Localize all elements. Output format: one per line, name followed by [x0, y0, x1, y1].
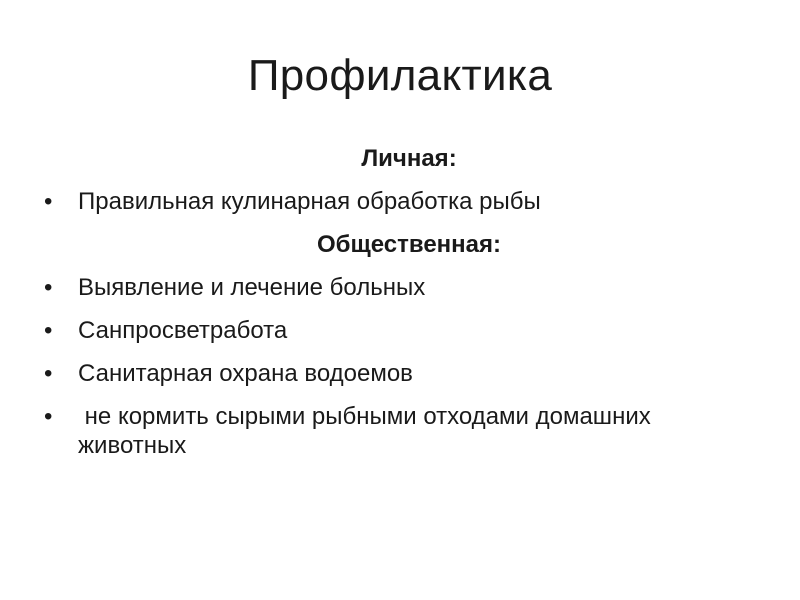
bullet-dot-icon: • — [44, 360, 53, 387]
list-item-text: Выявление и лечение больных — [78, 274, 426, 301]
list-item — [40, 359, 740, 388]
list-item-text: Санпросветработа — [78, 317, 288, 344]
section-heading-public: Общественная: — [317, 231, 501, 258]
list-item-text: не кормить сырыми рыбными отходами домашних животных — [78, 403, 658, 459]
list-item — [40, 316, 740, 345]
slide-content — [40, 144, 740, 474]
list-item — [40, 187, 740, 216]
list-item-text: Санитарная охрана водоемов — [78, 360, 413, 387]
bullet-list-public — [40, 273, 740, 460]
list-item — [40, 402, 740, 460]
section-heading-personal: Личная: — [361, 145, 457, 172]
slide-title: Профилактика — [247, 51, 553, 100]
bullet-dot-icon: • — [44, 274, 53, 301]
bullet-dot-icon: • — [44, 403, 53, 430]
list-item — [40, 273, 740, 302]
bullet-list-personal — [40, 187, 740, 216]
bullet-dot-icon: • — [44, 317, 53, 344]
list-item-text: Правильная кулинарная обработка рыбы — [78, 188, 541, 215]
bullet-dot-icon: • — [44, 188, 53, 215]
